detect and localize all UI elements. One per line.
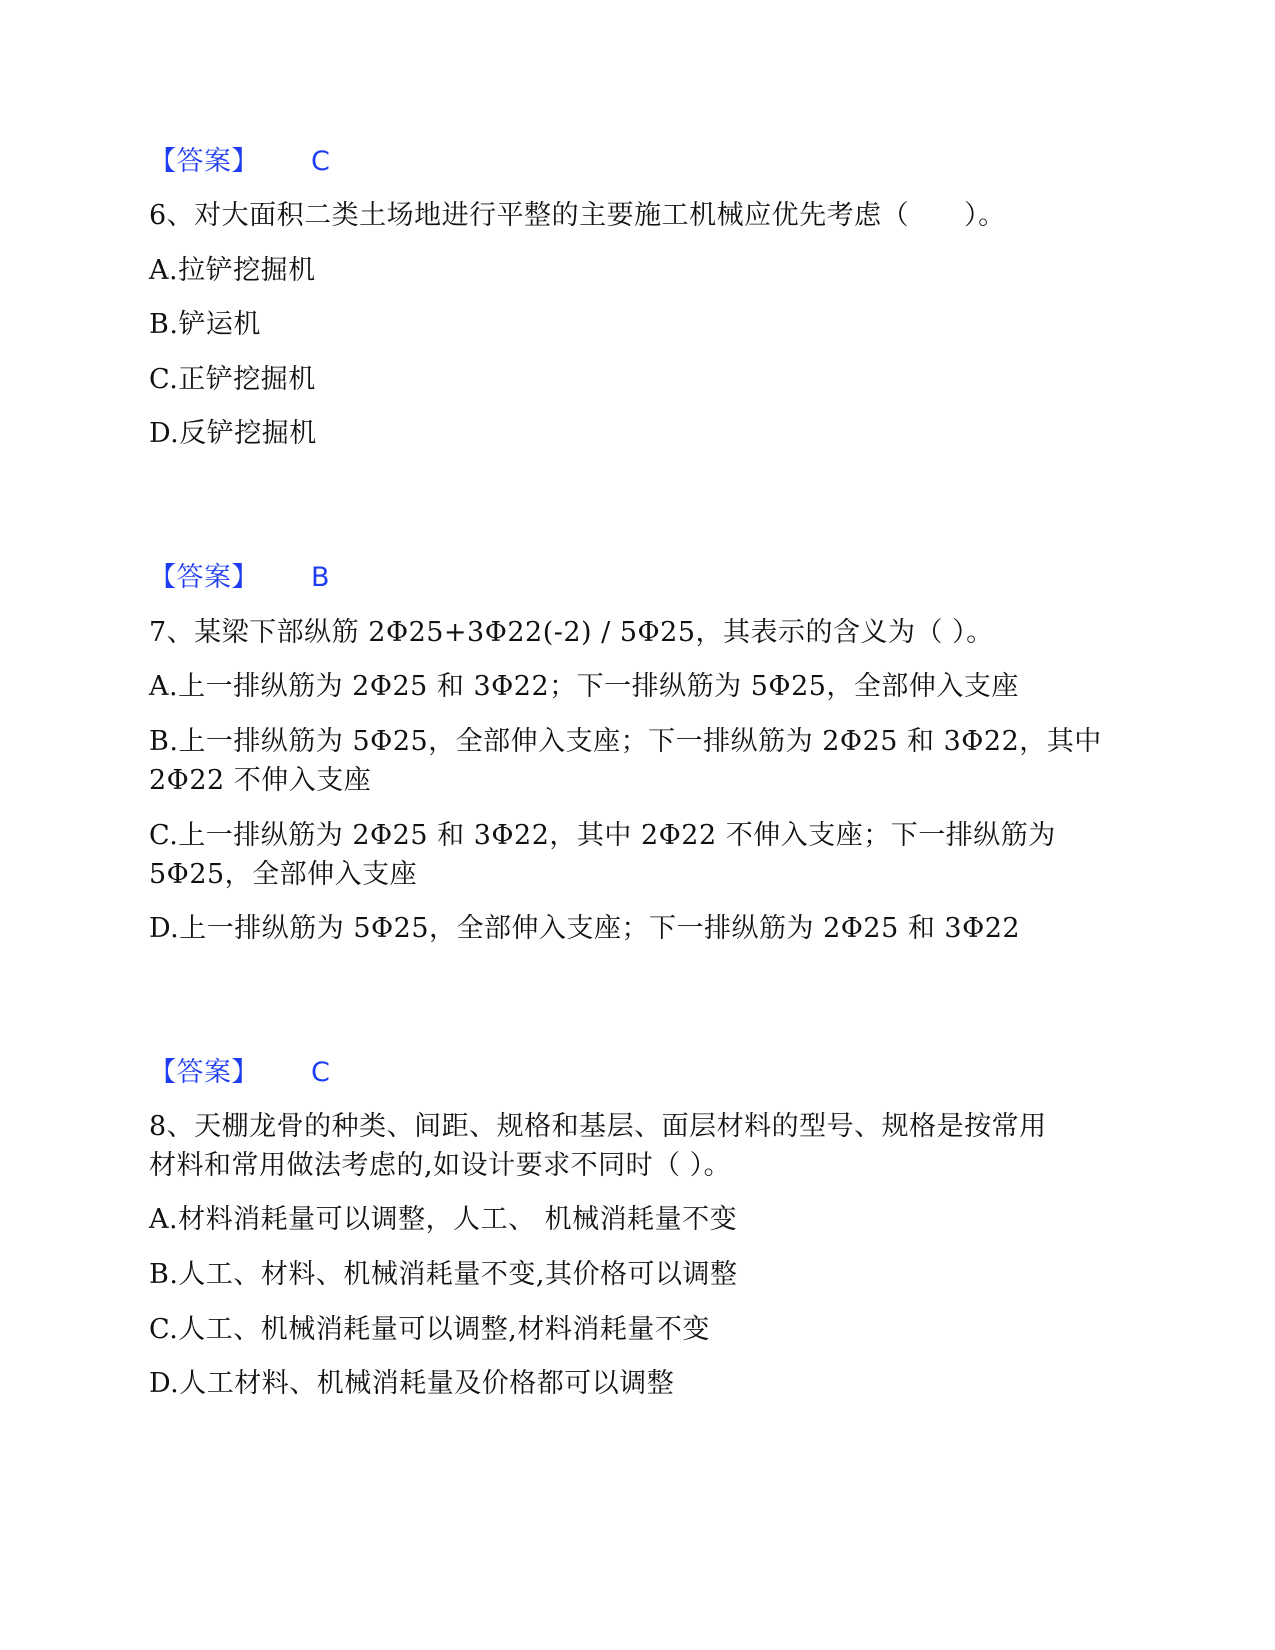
answer-label: 【答案】: [149, 146, 259, 177]
answer-row: [149, 142, 330, 182]
answer-value: C: [311, 1057, 331, 1088]
question-7-option-c-cont: 5Φ25，全部伸入支座: [149, 859, 418, 890]
question-7-option-b-cont: 2Φ22 不伸入支座: [149, 765, 372, 796]
question-8-option-c: C.人工、机械消耗量可以调整,材料消耗量不变: [149, 1314, 710, 1345]
question-7-text: 7、某梁下部纵筋 2Φ25+3Φ22(-2) / 5Φ25，其表示的含义为（ ）。: [149, 617, 994, 648]
question-8-option-d: D.人工材料、机械消耗量及价格都可以调整: [149, 1368, 675, 1399]
answer-row: [149, 558, 330, 598]
question-8-option-b: B.人工、材料、机械消耗量不变,其价格可以调整: [149, 1259, 738, 1290]
question-7-option-d: D.上一排纵筋为 5Φ25，全部伸入支座；下一排纵筋为 2Φ25 和 3Φ22: [149, 913, 1021, 944]
question-6-option-b: B.铲运机: [149, 309, 261, 340]
question-7-option-b: B.上一排纵筋为 5Φ25，全部伸入支座；下一排纵筋为 2Φ25 和 3Φ22，其中: [149, 726, 1102, 757]
answer-label: 【答案】: [149, 562, 259, 593]
answer-label: 【答案】: [149, 1057, 259, 1088]
question-6-option-c: C.正铲挖掘机: [149, 364, 316, 395]
question-6-option-a: A.拉铲挖掘机: [149, 255, 316, 286]
question-8-option-a: A.材料消耗量可以调整，人工、 机械消耗量不变: [149, 1204, 738, 1235]
answer-value: B: [311, 562, 331, 593]
question-7-option-a: A.上一排纵筋为 2Φ25 和 3Φ22；下一排纵筋为 5Φ25，全部伸入支座: [149, 671, 1019, 702]
question-7-option-c: C.上一排纵筋为 2Φ25 和 3Φ22，其中 2Φ22 不伸入支座；下一排纵筋为: [149, 820, 1056, 851]
question-6-option-d: D.反铲挖掘机: [149, 418, 317, 449]
question-6-text: 6、对大面积二类土场地进行平整的主要施工机械应优先考虑（ ）。: [149, 200, 1006, 231]
answer-value: C: [311, 146, 331, 177]
answer-row: [149, 1053, 330, 1093]
question-8-text: 8、天棚龙骨的种类、间距、规格和基层、面层材料的型号、规格是按常用: [149, 1111, 1047, 1142]
question-8-text-cont: 材料和常用做法考虑的,如设计要求不同时（ ）。: [149, 1150, 732, 1181]
